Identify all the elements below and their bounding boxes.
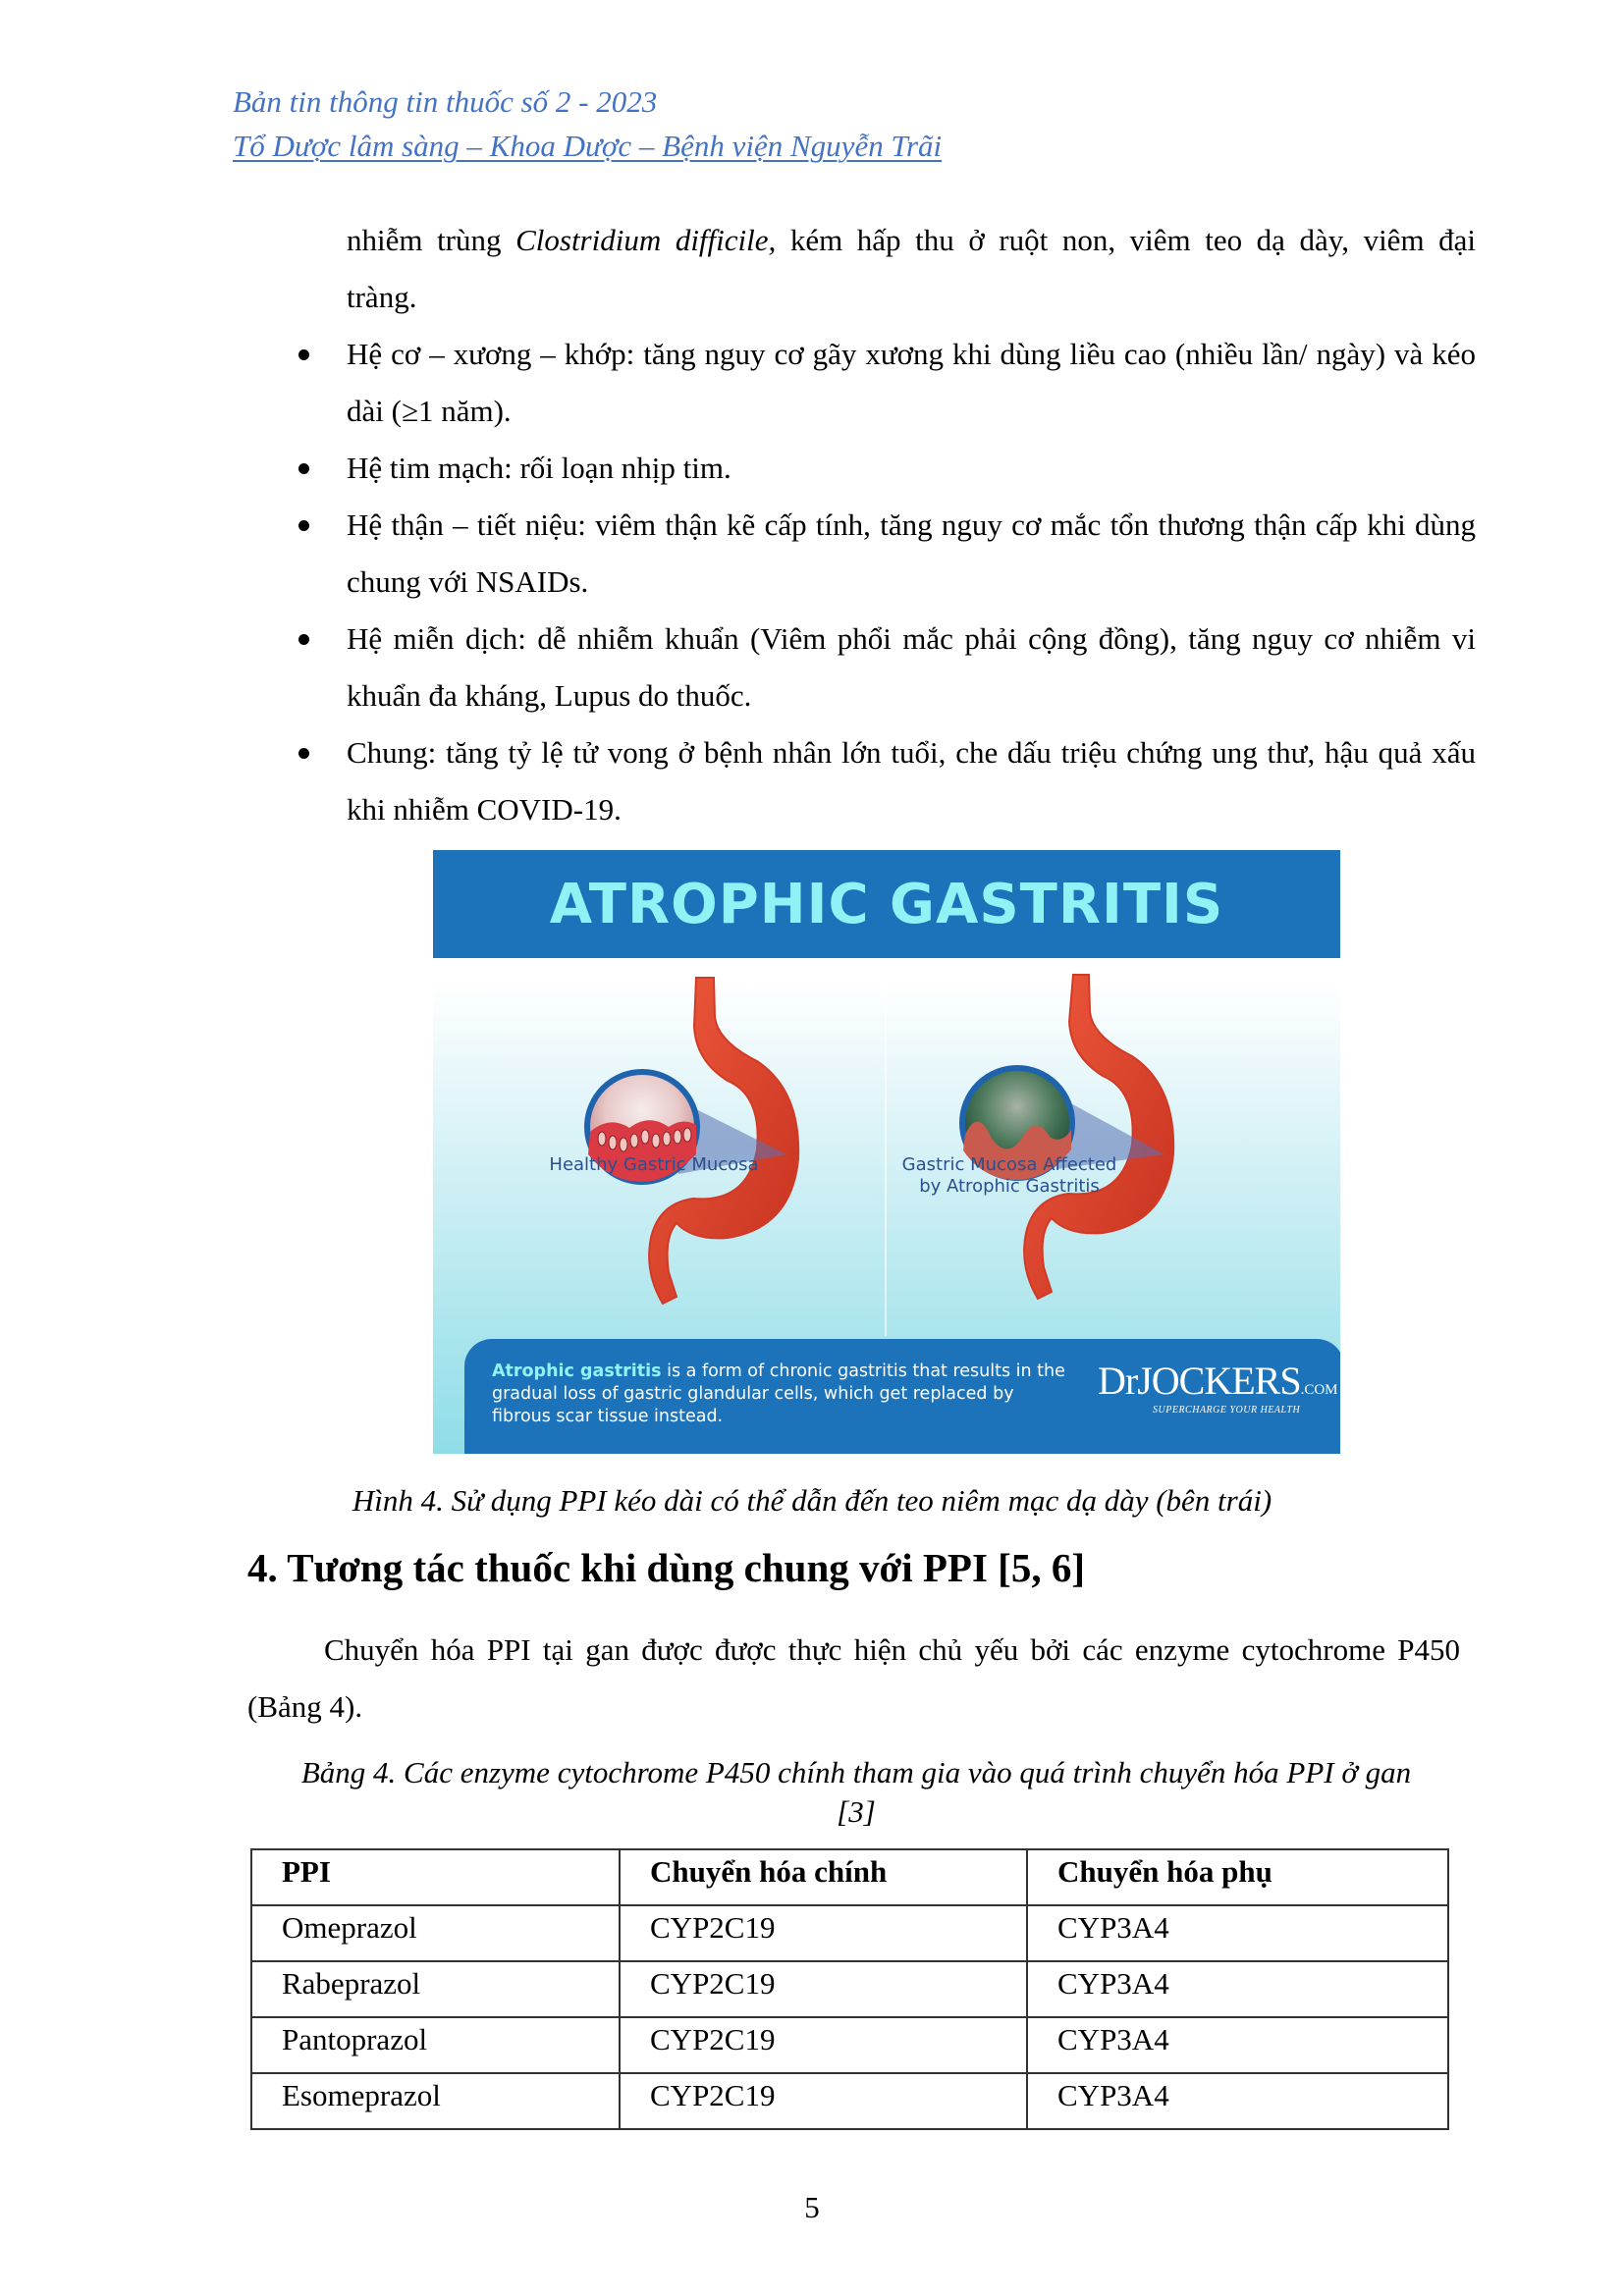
- cyp450-table: [250, 1848, 1449, 2130]
- table-header-row: [251, 1849, 1448, 1905]
- table-row: [251, 2073, 1448, 2129]
- cell-ppi: Esomeprazol: [251, 2073, 620, 2129]
- affected-label-line-1: Gastric Mucosa Affected: [901, 1154, 1117, 1175]
- continued-line-1: [347, 212, 1476, 269]
- cell-ppi: Rabeprazol: [251, 1961, 620, 2017]
- continued-paragraph: [347, 212, 1476, 326]
- bullet-icon: [298, 634, 309, 645]
- definition-body: is a form of chronic gastritis that results in the gradual loss of gastric glandular cells, which get replaced by fibrous scar tissue instead.: [492, 1362, 1065, 1426]
- infographic-title: ATROPHIC GASTRITIS: [549, 872, 1224, 936]
- column-header-main-metabolism: Chuyển hóa chính: [620, 1849, 1027, 1905]
- logo-tagline: SUPERCHARGE YOUR HEALTH: [1153, 1405, 1301, 1415]
- bullet-icon: [298, 349, 309, 360]
- text-segment: kém hấp thu ở ruột non, viêm teo dạ dày, viêm đại: [776, 223, 1477, 257]
- continued-line-2: tràng.: [347, 280, 417, 314]
- section-heading: 4. Tương tác thuốc khi dùng chung với PPI [5, 6]: [247, 1545, 1085, 1590]
- list-item-text: Hệ thận – tiết niệu: viêm thận kẽ cấp tính, tăng nguy cơ mắc tổn thương thận cấp khi dùng chung với NSAIDs.: [347, 507, 1476, 599]
- cell-main: CYP2C19: [620, 1905, 1027, 1961]
- page-number: 5: [804, 2190, 820, 2224]
- adverse-effects-list: [295, 326, 1476, 838]
- table-caption-reference: [3]: [837, 1794, 876, 1829]
- intro-text: Chuyển hóa PPI tại gan được được thực hiện chủ yếu bởi các enzyme cytochrome P450 (Bảng 4).: [247, 1632, 1460, 1724]
- intro-paragraph: [247, 1622, 1460, 1735]
- list-item: [295, 611, 1476, 724]
- healthy-mucosa-label: Healthy Gastric Mucosa: [549, 1154, 759, 1175]
- list-item-text: Hệ miễn dịch: dễ nhiễm khuẩn (Viêm phổi mắc phải cộng đồng), tăng nguy cơ nhiễm vi khuẩn đa kháng, Lupus do thuốc.: [347, 621, 1476, 713]
- department-link[interactable]: Tổ Dược lâm sàng – Khoa Dược – Bệnh viện Nguyễn Trãi: [233, 129, 943, 163]
- list-item: [295, 724, 1476, 838]
- cell-main: CYP2C19: [620, 2017, 1027, 2073]
- cell-minor: CYP3A4: [1027, 1961, 1448, 2017]
- list-item: [295, 440, 1476, 497]
- logo-name: DrJOCKERS: [1098, 1359, 1301, 1403]
- table-caption: [247, 1753, 1465, 1832]
- list-item-text: Hệ tim mạch: rối loạn nhịp tim.: [347, 451, 731, 485]
- bulletin-title: Bản tin thông tin thuốc số 2 - 2023: [233, 84, 658, 119]
- atrophic-panel: [887, 958, 1340, 1336]
- list-item: [295, 497, 1476, 611]
- cell-main: CYP2C19: [620, 1961, 1027, 2017]
- cell-ppi: Pantoprazol: [251, 2017, 620, 2073]
- bullet-icon: [298, 748, 309, 759]
- definition-box: [464, 1339, 1340, 1454]
- affected-label-line-2: by Atrophic Gastritis: [919, 1176, 1100, 1197]
- healthy-panel: [433, 958, 885, 1336]
- organism-name: Clostridium difficile,: [515, 223, 777, 257]
- table-row: [251, 1961, 1448, 2017]
- table-row: [251, 2017, 1448, 2073]
- list-item: [295, 326, 1476, 440]
- bullet-icon: [298, 520, 309, 531]
- list-item-text: Hệ cơ – xương – khớp: tăng nguy cơ gãy xương khi dùng liều cao (nhiều lần/ ngày) và kéo dài (≥1 năm).: [347, 337, 1476, 428]
- affected-mucosa-label: [847, 1154, 1171, 1198]
- cell-ppi: Omeprazol: [251, 1905, 620, 1961]
- cell-main: CYP2C19: [620, 2073, 1027, 2129]
- table-caption-line-1: Bảng 4. Các enzyme cytochrome P450 chính tham gia vào quá trình chuyển hóa PPI ở gan: [300, 1755, 1412, 1789]
- text-segment: nhiễm trùng: [347, 223, 516, 257]
- bullet-icon: [298, 463, 309, 474]
- cell-minor: CYP3A4: [1027, 2017, 1448, 2073]
- cell-minor: CYP3A4: [1027, 1905, 1448, 1961]
- logo-wordmark: [1098, 1359, 1338, 1411]
- figure-caption: Hình 4. Sử dụng PPI kéo dài có thể dẫn đến teo niêm mạc dạ dày (bên trái): [352, 1483, 1272, 1518]
- definition-text: [492, 1361, 1071, 1428]
- definition-term: Atrophic gastritis: [492, 1362, 662, 1381]
- list-item-text: Chung: tăng tỷ lệ tử vong ở bệnh nhân lớn tuổi, che dấu triệu chứng ung thư, hậu quả xấu khi nhiễm COVID-19.: [347, 735, 1476, 827]
- atrophic-gastritis-infographic: [433, 850, 1340, 1454]
- column-header-minor-metabolism: Chuyển hóa phụ: [1027, 1849, 1448, 1905]
- cell-minor: CYP3A4: [1027, 2073, 1448, 2129]
- logo-domain: .COM: [1300, 1382, 1338, 1398]
- table-row: [251, 1905, 1448, 1961]
- column-header-ppi: PPI: [251, 1849, 620, 1905]
- drjockers-logo: [1098, 1359, 1338, 1415]
